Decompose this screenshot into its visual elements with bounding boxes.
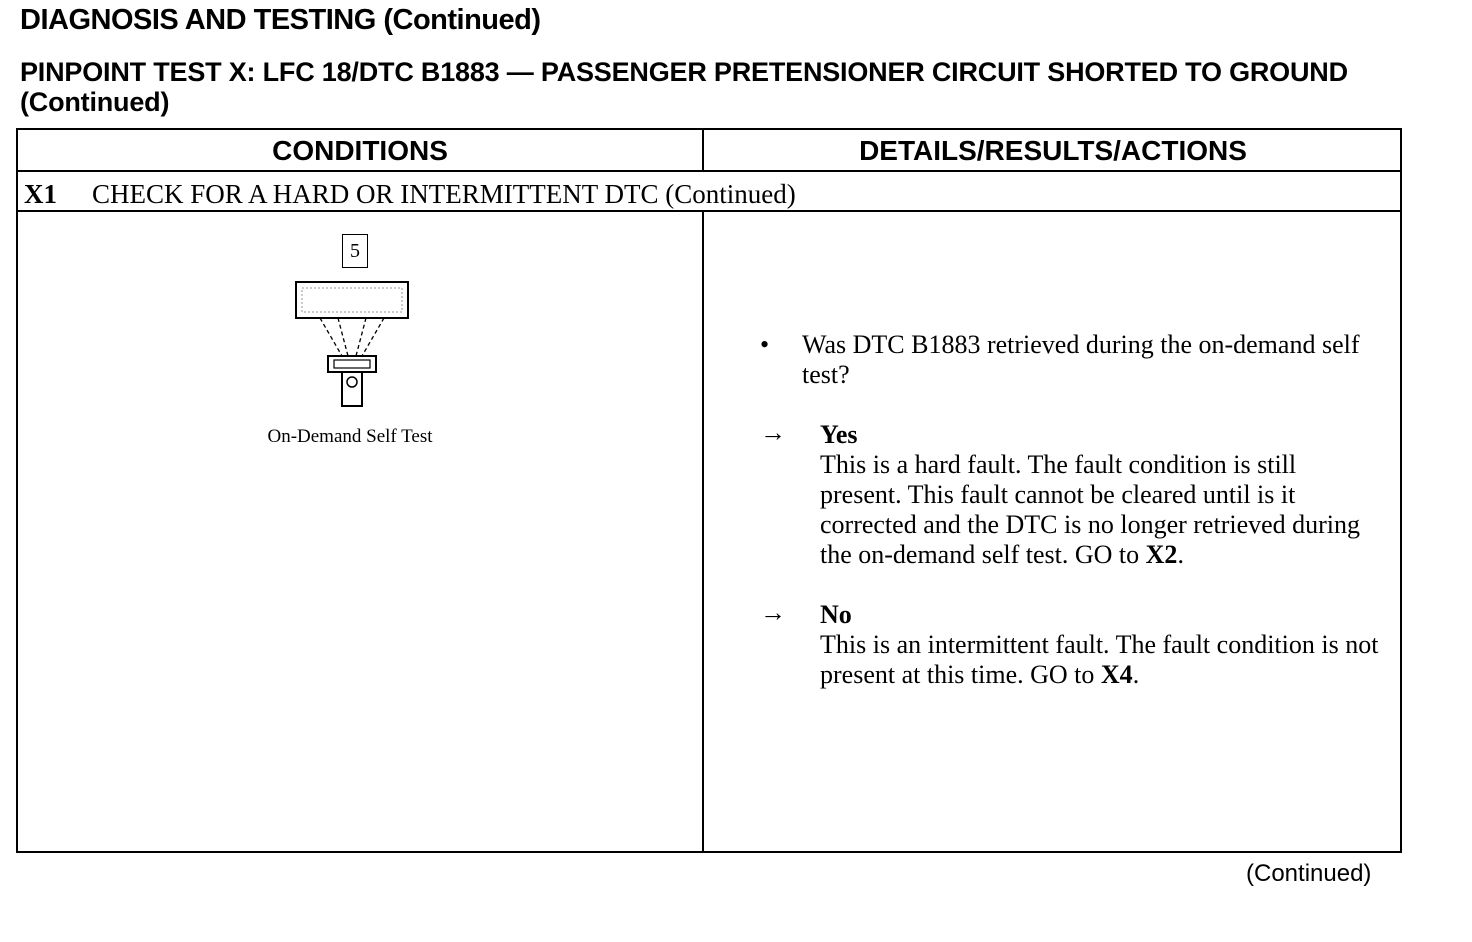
arrow-right-icon: → [760,598,786,627]
page-title: DIAGNOSIS AND TESTING (Continued) [20,4,541,36]
yes-goto-step: X2 [1145,540,1178,569]
no-period: . [1132,660,1140,689]
yes-period: . [1177,540,1184,569]
pinpoint-test-title: PINPOINT TEST X: LFC 18/DTC B1883 — PASSENGER PRETENSIONER CIRCUIT SHORTED TO GROUND (Continued) [20,57,1348,117]
scan-tool-icon [292,280,412,410]
question-item [760,330,1380,390]
bullet-icon: • [760,330,770,359]
procedure-figure [250,228,450,468]
no-goto-step: X4 [1100,660,1133,689]
step-row [24,176,796,212]
question-text: Was DTC B1883 retrieved during the on-demand self test? [802,330,1360,389]
yes-text: This is a hard fault. The fault condition is still present. This fault cannot be cleared until is it corrected and the DTC is no longer retrieved during the on-demand self test. GO to [820,450,1361,569]
column-divider [702,130,704,851]
yes-label: Yes [820,420,858,449]
continued-footer: (Continued) [1246,860,1372,887]
step-id: X1 [24,179,57,209]
result-no [760,600,1380,690]
step-number-box: 5 [342,234,368,268]
details-header: DETAILS/RESULTS/ACTIONS [859,135,1247,166]
step-title: CHECK FOR A HARD OR INTERMITTENT DTC (Continued) [92,179,796,209]
conditions-header: CONDITIONS [272,135,448,166]
no-label: No [820,600,852,629]
result-yes [760,420,1380,570]
arrow-right-icon: → [760,418,786,447]
details-results-actions [760,330,1380,720]
procedure-caption: On-Demand Self Test [267,426,433,447]
no-text: This is an intermittent fault. The fault condition is not present at this time. GO to [820,630,1379,689]
